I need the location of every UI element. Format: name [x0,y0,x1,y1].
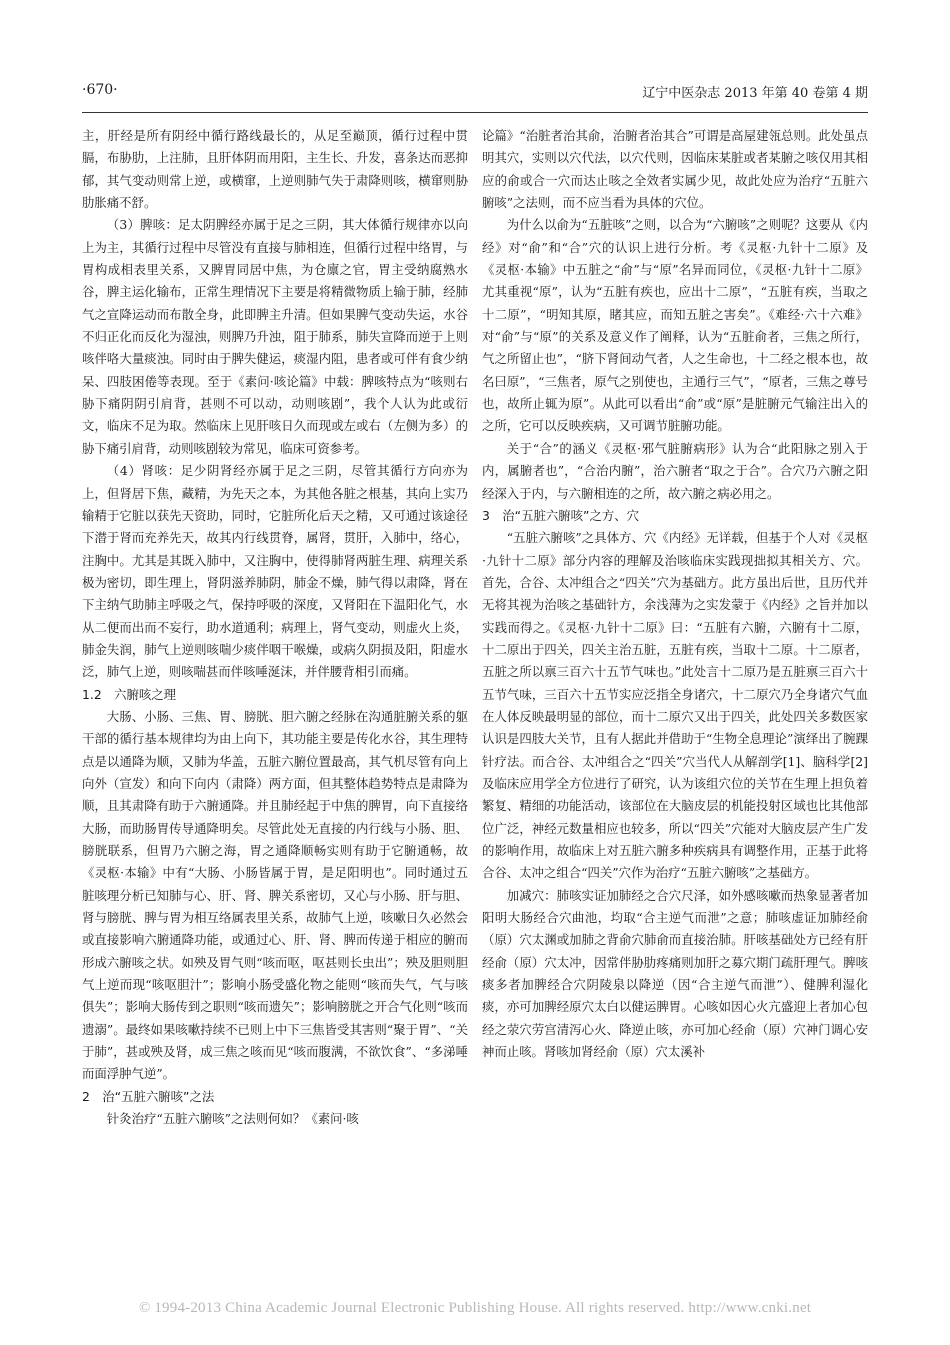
paragraph: （4）肾咳：足少阴肾经亦属于足之三阴，尽管其循行方向亦为上，但肾居下焦，藏精，为先天之本，为其他各脏之根基，其向上实乃输精于它脏以获先天资助，同时，它脏所化后天之精，又可通过该途径下潜于肾而充养先天，故其内行线贯脊，属肾，贯肝，入肺中，络心，注胸中。尤其是其既入肺中，又注胸中，使得肺肾两脏生理、病理关系极为密切，即生理上，肾阴滋养肺阴，肺金不燥，肺气得以肃降，肾在下主纳气助肺主呼吸之气，保持呼吸的深度，又肾阳在下温阳化气，水从二便而出而不妄行，助水道通利；病理上，肾气变动，则虚火上炎，肺金失润，肺气上逆则咳喘少痰伴咽干喉燥，或病久阴损及阳，阳虚水泛，肺气上逆，则咳喘甚而伴咳唾涎沫，并伴腰背相引而痛。 [82,463,468,680]
page-header [82,82,868,104]
page-number: ·670· [82,82,118,98]
section-heading: 2 治“五脏六腑咳”之法 [82,1088,215,1104]
right-column [482,125,868,1063]
paragraph: 主，肝经是所有阴经中循行路线最长的，从足至巅顶，循行过程中贯膈，布胁肋，上注肺，且肝体阴而用阳，主生长、升发，喜条达而恶抑郁，其气变动则常上逆，或横窜，上逆则肺气失于肃降则咳，横窜则胁肋胀痛不舒。 [82,128,468,211]
paragraph: 针灸治疗“五脏六腑咳”之法则何如？《素问·咳 [106,1111,359,1127]
header-rule [82,112,868,113]
paragraph: 大肠、小肠、三焦、胃、膀胱、胆六腑之经脉在沟通脏腑关系的躯干部的循行基本规律均为由上向下，其功能主要是传化水谷，其生理特点是以通降为顺，又肺为华盖，五脏六腑位置最高，其气机尽管有向上向外（宣发）和向下向内（肃降）两方面，但其整体趋势特点是肃降为顺，且其肃降有助于六腑通降。并且肺经起于中焦的脾胃，向下直接络大肠，而助肠胃传导通降明矣。尽管此处无直接的内行线与小肠、胆、膀胱联系，但胃乃六腑之海，胃之通降顺畅实则有助于它腑通畅，故《灵枢·本输》中有“大肠、小肠皆属于胃，是足阳明也”。同时通过五脏咳理分析已知肺与心、肝、肾、脾关系密切，又心与小肠、肝与胆、肾与膀胱、脾与胃为相互络属表里关系，故肺气上逆，咳嗽日久必然会或直接影响六腑通降功能，或通过心、肝、肾、脾而传递于相应的腑而形成六腑咳之状。如殃及胃气则“咳而呕，呕甚则长虫出”；殃及胆则胆气上逆而现“咳呕胆汁”；影响小肠受盛化物之能则“咳而失气，气与咳俱失”；影响大肠传到之职则“咳而遗矢”；影响膀胱之开合气化则“咳而遗溺”。最终如果咳嗽持续不已则上中下三焦皆受其害则“聚于胃”、“关于肺”，甚或殃及肾，成三焦之咳而见“咳而腹满，不欲饮食”、“多涕唾而面浮肿气逆”。 [82,708,468,1082]
paragraph: （3）脾咳：足太阴脾经亦属于足之三阴，其大体循行规律亦以向上为主，其循行过程中尽管没有直接与肺相连，但循行过程中络胃，与胃构成相表里关系，又脾胃同居中焦，为仓廪之官，胃主受纳腐熟水谷，脾主运化输布，正常生理情况下主要是将精微物质上输于肺，经肺气之宣降运动而布散全身，此即脾主升清。但如果脾气变动失运，水谷不归正化而反化为湿浊，则脾乃升浊，阻于肺系，肺失宣降而逆于上则咳伴咯大量痰浊。同时由于脾失健运，痰湿内阻，患者或可伴有食少纳呆、四肢困倦等表现。至于《素问·咳论篇》中载：脾咳特点为“咳则右胁下痛阴阴引肩背，甚则不可以动，动则咳剧”，我个人认为此或衍文，临床不足为取。然临床上见肝咳日久而现或左或右（左侧为多）的胁下痛引肩背，动则咳剧较为常见，临床可资参考。 [82,217,468,456]
paragraph: 关于“合”的涵义《灵枢·邪气脏腑病形》认为合“此阳脉之别入于内，属腑者也”，“合治内腑”，治六腑者“取之于合”。合穴乃六腑之阳经深入于内，与六腑相连的之所，故六腑之病必用之。 [482,440,868,501]
paragraph: 论篇》“治脏者治其俞，治腑者治其合”可谓是高屋建瓴总则。此处虽点明其穴，实则以穴代法，以穴代则，因临床某脏或者某腑之咳仅用其相应的俞或合一穴而达止咳之全效者实属少见，故此处应为治疗“五脏六腑咳”之法则，而不应当看为具体的穴位。 [482,128,868,211]
section-heading: 1.2 六腑咳之理 [82,686,177,702]
paragraph: “五脏六腑咳”之具体方、穴《内经》无详载，但基于个人对《灵枢·九针十二原》部分内容的理解及治咳临床实践现拙拟其相关方、穴。首先，合谷、太冲组合之“四关”穴为基础方。此方虽出后世，且历代并无将其视为治咳之基础针方，余浅薄为之实发蒙于《内经》之旨并加以实践而得之。《灵枢·九针十二原》曰：“五脏有六腑，六腑有十二原，十二原出于四关，四关主治五脏，五脏有疾，当取十二原。十二原者，五脏之所以禀三百六十五节气味也。”此处言十二原乃是五脏禀三百六十五节气味，三百六十五节实应泛指全身诸穴，十二原穴乃全身诸穴气血在人体反映最明显的部位，而十二原穴又出于四关，此处四关多数医家认识是四肢大关节，且有人据此并借助于“生物全息理论”演绎出了腕踝针疗法。而合谷、太冲组合之“四关”穴当代人从解剖学[1]、脑科学[2]及临床应用学全方位进行了研究，认为该组穴位的关节在生理上担负着繁复、精细的功能活动，该部位在大脑皮层的机能投射区域也比其他部位广泛，神经元数量相应也较多，所以“四关”穴能对大脑皮层产生广发的影响作用，故临床上对五脏六腑多种疾病具有调整作用，正基于此将合谷、太冲之组合“四关”穴作为治疗“五脏六腑咳”之基础方。 [482,530,868,881]
left-column [82,125,468,1130]
paragraph: 为什么以俞为“五脏咳”之则，以合为“六腑咳”之则呢？这要从《内经》对“俞”和“合”穴的认识上进行分析。考《灵枢·九针十二原》及《灵枢·本输》中五脏之“俞”与“原”名异而同位，《灵枢·九针十二原》尤其重视“原”，认为“五脏有疾也，应出十二原”，“五脏有疾，当取之十二原”，“明知其原，睹其应，而知五脏之害矣”。《难经·六十六难》对“俞”与“原”的关系及意义作了阐释，认为“五脏俞者，三焦之所行，气之所留止也”，“脐下肾间动气者，人之生命也，十二经之根本也，故名曰原”，“三焦者，原气之别使也，主通行三气”，“原者，三焦之尊号也，故所止辄为原”。从此可以看出“俞”或“原”是脏腑元气输注出入的之所，它可以反映疾病，又可调节脏腑功能。 [482,217,868,434]
copyright-footer: © 1994-2013 China Academic Journal Electronic Publishing House. All rights reserved. http://www.cnki.net [138,1300,812,1316]
paragraph: 加减穴：肺咳实证加肺经之合穴尺泽，如外感咳嗽而热象显著者加阳明大肠经合穴曲池，均取“合主逆气而泄”之意；肺咳虚证加肺经俞（原）穴太渊或加肺之背俞穴肺俞而直接治肺。肝咳基础处方已经有肝经俞（原）穴太冲，因常伴胁肋疼痛则加肝之募穴期门疏肝理气。脾咳痰多者加脾经合穴阴陵泉以降逆（因“合主逆气而泄”）、健脾利湿化痰，亦可加脾经原穴太白以健运脾胃。心咳如因心火亢盛迎上者加心包经之荥穴劳宫清泻心火、降逆止咳，亦可加心经俞（原）穴神门调心安神而止咳。肾咳加肾经俞（原）穴太溪补 [482,887,868,1060]
section-heading: 3 治“五脏六腑咳”之方、穴 [482,507,640,523]
journal-info: 辽宁中医杂志 2013 年第 40 卷第 4 期 [642,86,868,101]
